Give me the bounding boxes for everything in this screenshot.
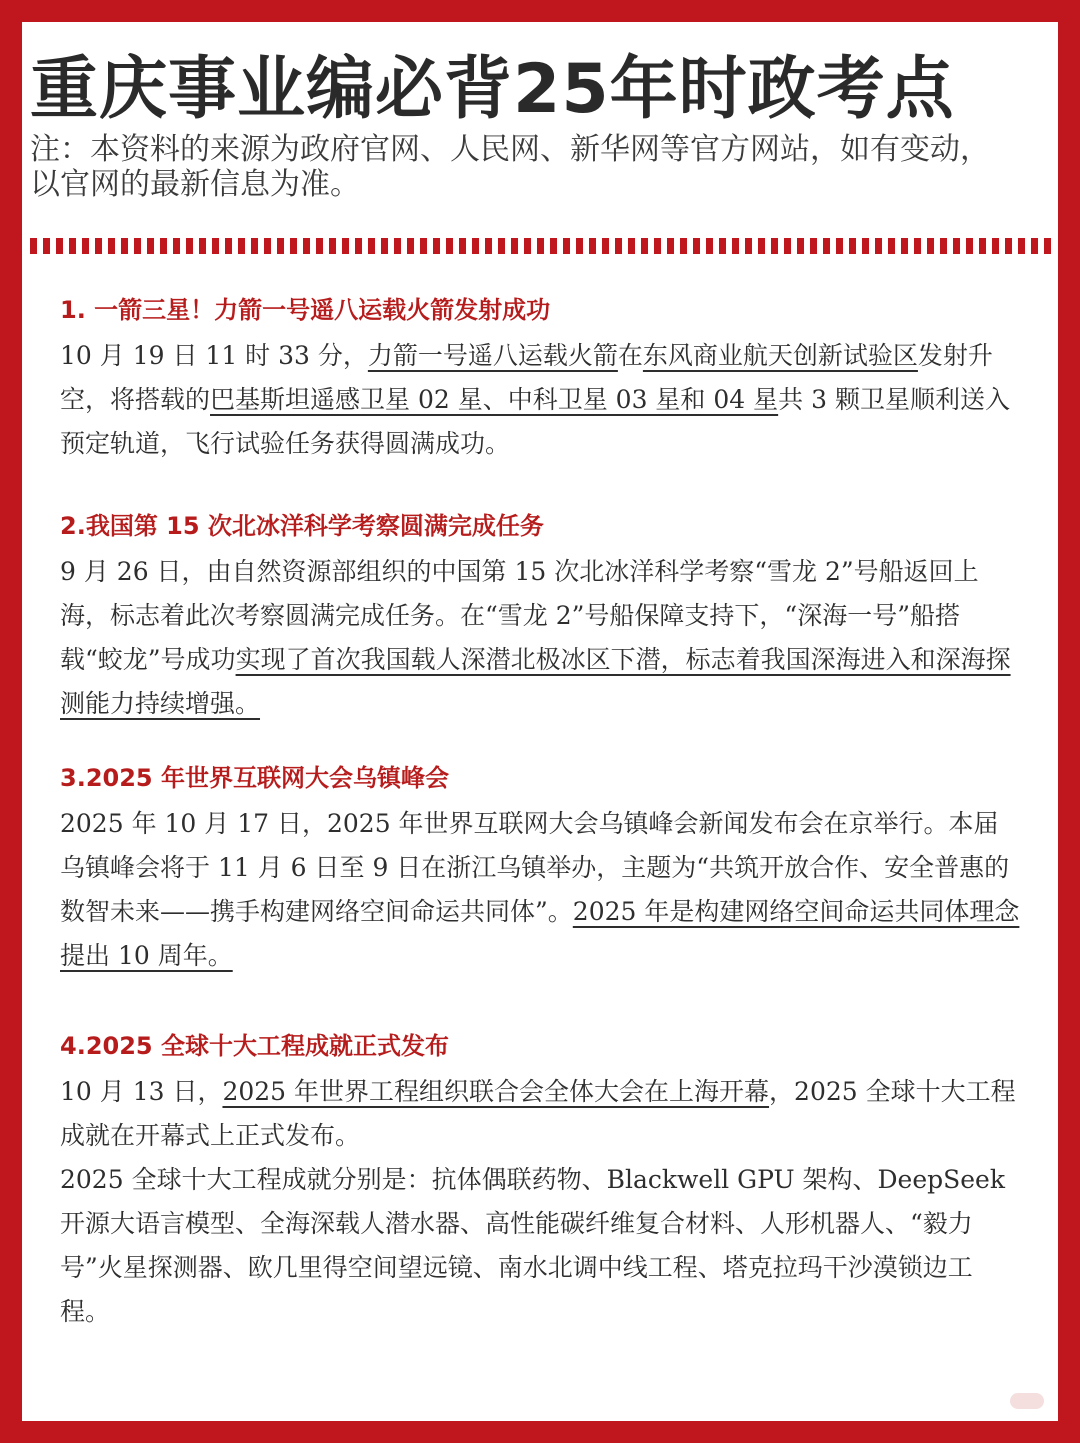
text-run: ，2025 全球十大工程成就在开幕式上正式发布。 <box>60 1077 1016 1150</box>
watermark-logo <box>1010 1393 1044 1409</box>
document-card <box>22 22 1058 1421</box>
underlined-text: 巴基斯坦遥感卫星 02 星、中科卫星 03 星和 04 星 <box>210 385 779 414</box>
news-item-4 <box>60 1026 1020 1334</box>
dashed-divider <box>30 238 1054 254</box>
source-note-line-2: 以官网的最新信息为准。 <box>30 167 360 202</box>
news-item-1 <box>60 290 1020 466</box>
text-run: 在 <box>617 341 643 370</box>
news-item-2 <box>60 506 1020 726</box>
text-run: 2025 年 10 月 17 日，2025 年世界互联网大会乌镇峰会新闻发布会在京举行。本届乌镇峰会将于 11 月 6 日至 9 日在浙江乌镇举办，主题为“共筑开放合作、安全普惠的数智未来——携手构建网络空间命运共同体”。 <box>60 809 1010 926</box>
text-run: 10 月 13 日， <box>60 1077 223 1106</box>
news-item-2-body <box>60 550 1020 726</box>
text-run: 发射升空，将搭载的 <box>60 341 993 414</box>
text-run: 共 3 颗卫星顺利送入预定轨道，飞行试验任务获得圆满成功。 <box>60 385 1010 458</box>
news-item-3-title: 3.2025 年世界互联网大会乌镇峰会 <box>60 764 449 792</box>
underlined-text: 实现了首次我国载人深潜北极冰区下潜，标志着我国深海进入和深海探测能力持续增强。 <box>60 645 1011 718</box>
news-item-4-title: 4.2025 全球十大工程成就正式发布 <box>60 1032 449 1060</box>
news-item-1-body <box>60 334 1020 466</box>
underlined-text: 2025 年世界工程组织联合会全体大会在上海开幕 <box>222 1077 770 1106</box>
page-title: 重庆事业编必背25年时政考点 <box>30 50 955 129</box>
news-item-3-body <box>60 802 1020 978</box>
news-item-4-body <box>60 1070 1020 1158</box>
news-item-1-title: 1. 一箭三星！力箭一号遥八运载火箭发射成功 <box>60 296 551 324</box>
source-note-line-1: 注：本资料的来源为政府官网、人民网、新华网等官方网站，如有变动， <box>30 132 990 167</box>
news-item-4-list: 2025 全球十大工程成就分别是：抗体偶联药物、Blackwell GPU 架构、DeepSeek 开源大语言模型、全海深载人潜水器、高性能碳纤维复合材料、人形机器人、“毅力号”火星探测器、欧几里得空间望远镜、南水北调中线工程、塔克拉玛干沙漠锁边工程。 <box>60 1165 1005 1326</box>
underlined-text: 力箭一号遥八运载火箭 <box>367 341 618 370</box>
underlined-text: 2025 年是构建网络空间命运共同体理念提出 10 周年。 <box>60 897 1020 970</box>
news-item-3 <box>60 758 1020 978</box>
underlined-text: 东风商业航天创新试验区 <box>642 341 918 370</box>
text-run: 10 月 19 日 11 时 33 分， <box>60 341 368 370</box>
text-run: 9 月 26 日，由自然资源部组织的中国第 15 次北冰洋科学考察“雪龙 2”号船返回上海，标志着此次考察圆满完成任务。在“雪龙 2”号船保障支持下，“深海一号”船搭载“蛟龙”号成功 <box>60 557 979 674</box>
source-note <box>30 132 1050 202</box>
news-item-2-title: 2.我国第 15 次北冰洋科学考察圆满完成任务 <box>60 512 544 540</box>
